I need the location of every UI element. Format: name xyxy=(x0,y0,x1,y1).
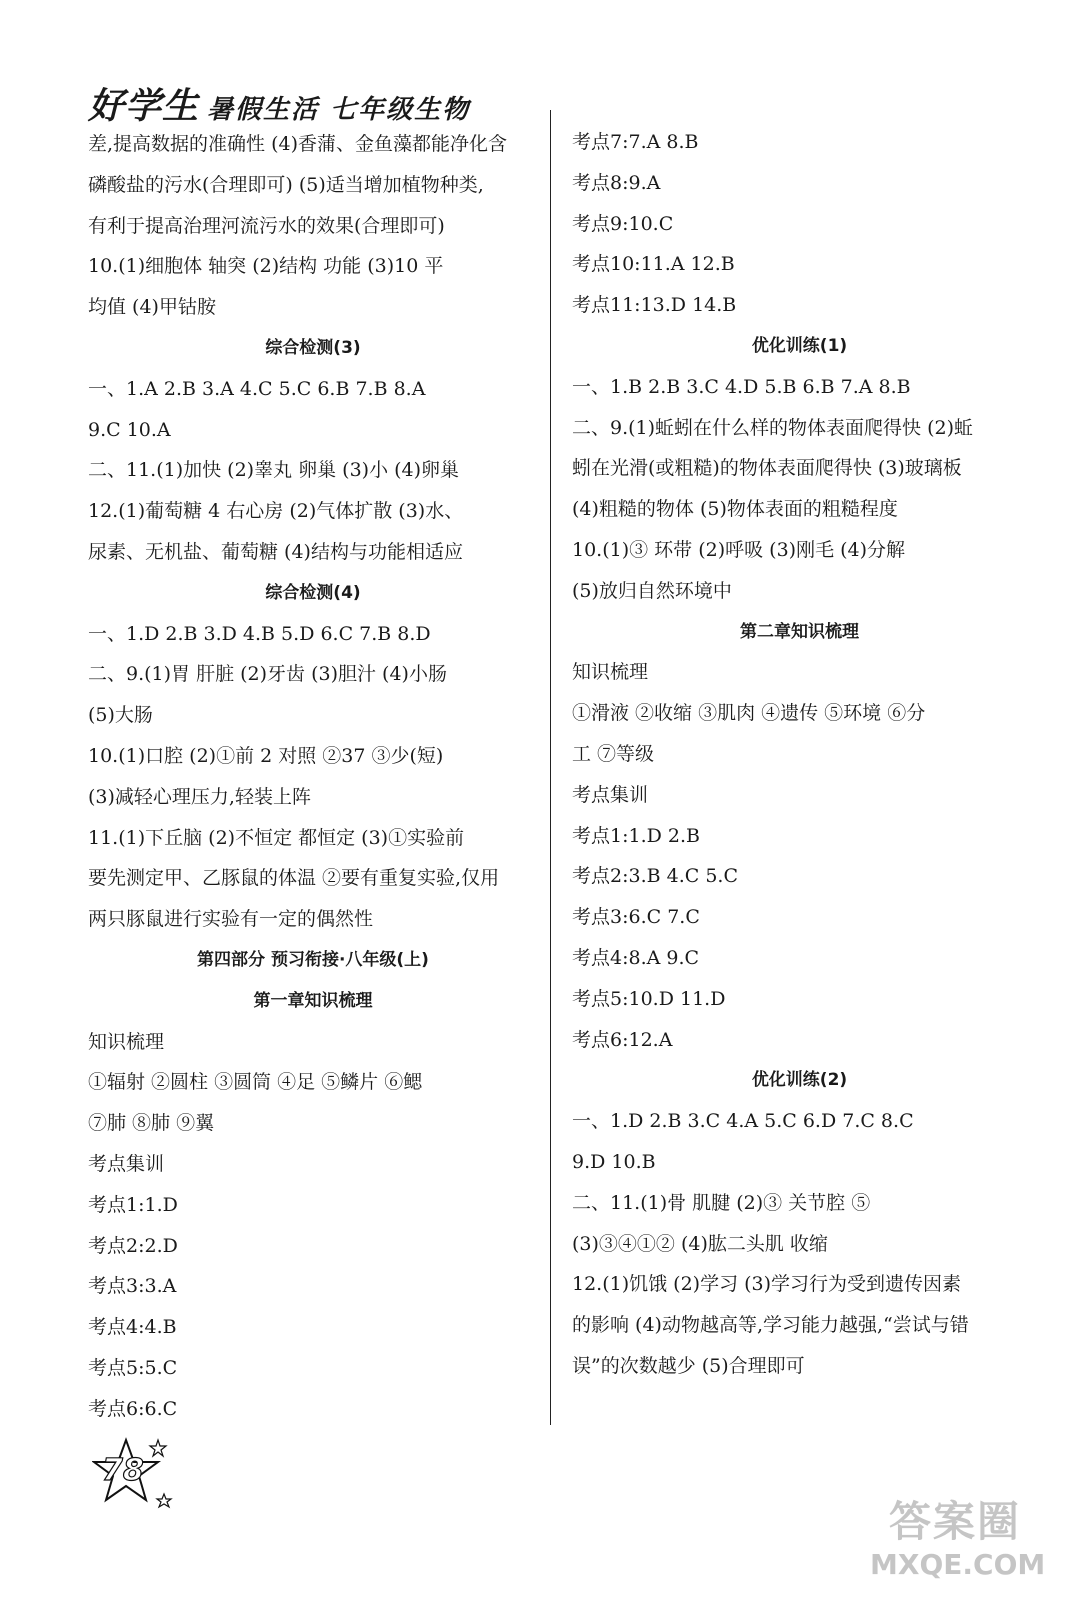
brand-title: 好学生 xyxy=(88,86,200,127)
book-subtitle: 暑假生活 七年级生物 xyxy=(207,95,471,125)
answer-line: (5)大肠 xyxy=(88,704,153,727)
answer-line: 考点1:1.D xyxy=(88,1193,178,1216)
answer-line: 考点4:4.B xyxy=(88,1316,177,1339)
answer-line: 考点6:12.A xyxy=(572,1028,673,1051)
answer-line: (3)③④①② (4)肱二头肌 收缩 xyxy=(572,1232,828,1255)
column-divider xyxy=(550,110,551,1425)
answer-line: 二、11.(1)骨 肌腱 (2)③ 关节腔 ⑤ xyxy=(572,1191,871,1214)
answer-line: 考点8:9.A xyxy=(572,171,661,194)
answer-line: 误”的次数越少 (5)合理即可 xyxy=(572,1354,805,1377)
answer-line: 一、1.B 2.B 3.C 4.D 5.B 6.B 7.A 8.B xyxy=(572,375,911,398)
answer-line: 一、1.A 2.B 3.A 4.C 5.C 6.B 7.B 8.A xyxy=(88,377,426,400)
section-heading: 第二章知识梳理 xyxy=(740,621,859,642)
section-heading: 第一章知识梳理 xyxy=(253,990,373,1011)
answer-line: 一、1.D 2.B 3.D 4.B 5.D 6.C 7.B 8.D xyxy=(88,622,431,645)
answer-line: 考点集训 xyxy=(572,783,649,806)
right-column xyxy=(572,122,1027,1387)
answer-line: 二、9.(1)胃 肝脏 (2)牙齿 (3)胆汁 (4)小肠 xyxy=(88,663,447,686)
answer-line: 考点5:10.D 11.D xyxy=(572,987,726,1010)
page-number: 78 xyxy=(102,1453,144,1488)
answer-line: 考点10:11.A 12.B xyxy=(572,253,735,276)
answer-line: 均值 (4)甲钴胺 xyxy=(88,296,216,319)
answer-line: (4)粗糙的物体 (5)物体表面的粗糙程度 xyxy=(572,498,898,521)
answer-line: 差,提高数据的准确性 (4)香蒲、金鱼藻都能净化含 xyxy=(88,133,507,155)
answer-line: 一、1.D 2.B 3.C 4.A 5.C 6.D 7.C 8.C xyxy=(572,1110,914,1133)
answer-line: 考点3:3.A xyxy=(88,1275,177,1298)
watermark-url: MXQE.COM xyxy=(870,1548,1046,1581)
answer-line: ⑦肺 ⑧肺 ⑨翼 xyxy=(88,1112,215,1135)
answer-line: 考点9:10.C xyxy=(572,212,674,235)
answer-line: 有利于提高治理河流污水的效果(合理即可) xyxy=(88,214,445,237)
answer-line: 蚓在光滑(或粗糙)的物体表面爬得快 (3)玻璃板 xyxy=(572,457,962,480)
section-heading: 优化训练(1) xyxy=(751,335,848,356)
answer-line: 9.D 10.B xyxy=(572,1150,656,1173)
watermark xyxy=(870,1496,1046,1590)
answer-line: 10.(1)细胞体 轴突 (2)结构 功能 (3)10 平 xyxy=(88,255,444,278)
answer-line: 两只豚鼠进行实验有一定的偶然性 xyxy=(88,908,374,931)
section-heading: 综合检测(4) xyxy=(265,582,361,603)
answer-line: 知识梳理 xyxy=(88,1030,165,1053)
section-heading: 综合检测(3) xyxy=(265,337,361,358)
answer-line: (3)减轻心理压力,轻装上阵 xyxy=(88,785,311,808)
answer-line: 考点11:13.D 14.B xyxy=(572,294,737,317)
section-heading: 优化训练(2) xyxy=(751,1070,848,1091)
answer-line: 考点4:8.A 9.C xyxy=(572,946,700,969)
answer-line: 二、9.(1)蚯蚓在什么样的物体表面爬得快 (2)蚯 xyxy=(572,416,973,439)
answer-line: 12.(1)饥饿 (2)学习 (3)学习行为受到遗传因素 xyxy=(572,1273,962,1296)
answer-line: 考点2:3.B 4.C 5.C xyxy=(572,865,738,888)
watermark-main: 答案圈 xyxy=(888,1497,1021,1546)
answer-line: (5)放归自然环境中 xyxy=(572,579,732,602)
answer-line: ①滑液 ②收缩 ③肌肉 ④遗传 ⑤环境 ⑥分 xyxy=(572,702,926,725)
answer-line: 9.C 10.A xyxy=(88,418,171,441)
answer-line: 要先测定甲、乙豚鼠的体温 ②要有重复实验,仅用 xyxy=(88,867,500,890)
left-column xyxy=(88,124,538,1430)
answer-line: 考点6:6.C xyxy=(88,1397,178,1420)
answer-line: 12.(1)葡萄糖 4 右心房 (2)气体扩散 (3)水、 xyxy=(88,500,464,523)
answer-line: 磷酸盐的污水(合理即可) (5)适当增加植物种类, xyxy=(88,173,484,196)
answer-line: 知识梳理 xyxy=(572,661,649,684)
star-icon xyxy=(92,1436,178,1516)
answer-line: 考点5:5.C xyxy=(88,1356,178,1379)
section-heading: 第四部分 预习衔接·八年级(上) xyxy=(197,949,429,970)
page-header xyxy=(88,78,470,130)
answer-line: 考点集训 xyxy=(88,1152,165,1175)
answer-line: 二、11.(1)加快 (2)睾丸 卵巢 (3)小 (4)卵巢 xyxy=(88,459,460,482)
answer-line: 考点2:2.D xyxy=(88,1234,178,1257)
answer-line: ①辐射 ②圆柱 ③圆筒 ④足 ⑤鳞片 ⑥鳃 xyxy=(88,1071,423,1094)
answer-line: 工 ⑦等级 xyxy=(572,742,655,765)
answer-line: 10.(1)③ 环带 (2)呼吸 (3)刚毛 (4)分解 xyxy=(572,538,906,561)
answer-line: 10.(1)口腔 (2)①前 2 对照 ②37 ③少(短) xyxy=(88,744,444,767)
answer-line: 考点1:1.D 2.B xyxy=(572,824,700,847)
page-number-badge xyxy=(92,1436,178,1516)
answer-line: 考点7:7.A 8.B xyxy=(572,131,699,153)
answer-line: 尿素、无机盐、葡萄糖 (4)结构与功能相适应 xyxy=(88,540,463,563)
answer-line: 考点3:6.C 7.C xyxy=(572,906,700,929)
answer-line: 11.(1)下丘脑 (2)不恒定 都恒定 (3)①实验前 xyxy=(88,826,465,849)
answer-line: 的影响 (4)动物越高等,学习能力越强,“尝试与错 xyxy=(572,1314,969,1337)
